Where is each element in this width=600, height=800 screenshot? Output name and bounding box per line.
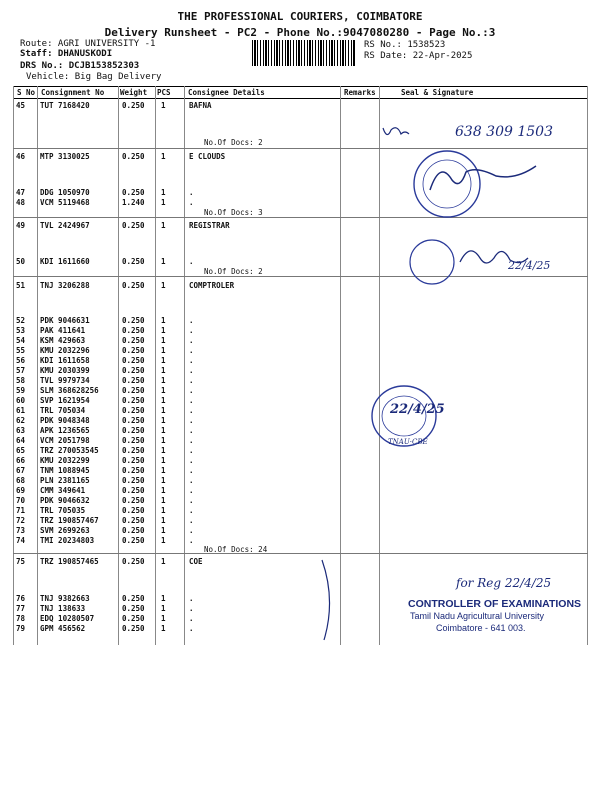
- pcs: 1: [161, 152, 166, 161]
- pcs: 1: [161, 594, 166, 603]
- weight: 0.250: [122, 446, 145, 455]
- serial-no: 74: [16, 536, 26, 545]
- col-sno: S No: [17, 88, 36, 97]
- serial-no: 79: [16, 624, 26, 633]
- weight: 0.250: [122, 536, 145, 545]
- pcs: 1: [161, 188, 166, 197]
- col-weight: Weight: [120, 88, 148, 97]
- consignment-no: DDG 1050970: [40, 188, 90, 197]
- consignee-dot: .: [189, 604, 194, 613]
- consignment-no: SVP 1621954: [40, 396, 90, 405]
- document-title: THE PROFESSIONAL COURIERS, COIMBATORE: [177, 10, 423, 23]
- consignee-dot: .: [189, 188, 194, 197]
- col-pcs: PCS: [157, 88, 171, 97]
- consignee-dot: .: [189, 526, 194, 535]
- consignment-no: APK 1236565: [40, 426, 90, 435]
- consignment-no: TRL 705035: [40, 506, 86, 515]
- pcs: 1: [161, 336, 166, 345]
- weight: 0.250: [122, 614, 145, 623]
- serial-no: 63: [16, 426, 26, 435]
- col-consignment: Consignment No: [41, 88, 105, 97]
- consignment-no: PLN 2381165: [40, 476, 90, 485]
- pcs: 1: [161, 557, 166, 566]
- weight: 0.250: [122, 386, 145, 395]
- serial-no: 55: [16, 346, 26, 355]
- consignee-name: COMPTROLER: [189, 281, 235, 290]
- weight: 0.250: [122, 416, 145, 425]
- weight: 0.250: [122, 346, 145, 355]
- weight: 0.250: [122, 221, 145, 230]
- docs-count: No.Of Docs: 2: [204, 138, 263, 147]
- consignee-name: E CLOUDS: [189, 152, 226, 161]
- serial-no: 54: [16, 336, 26, 345]
- weight: 0.250: [122, 356, 145, 365]
- route-label: Route: AGRI UNIVERSITY -1: [20, 39, 156, 49]
- docs-count: No.Of Docs: 24: [204, 545, 268, 554]
- pcs: 1: [161, 366, 166, 375]
- serial-no: 48: [16, 198, 26, 207]
- consignment-no: TRZ 270053545: [40, 446, 99, 455]
- bracket-mark: [322, 560, 330, 640]
- pcs: 1: [161, 406, 166, 415]
- pcs: 1: [161, 426, 166, 435]
- pcs: 1: [161, 221, 166, 230]
- consignee-dot: .: [189, 516, 194, 525]
- consignment-no: TNJ 9382663: [40, 594, 90, 603]
- pcs: 1: [161, 496, 166, 505]
- weight: 0.250: [122, 406, 145, 415]
- handwritten-note: for Reg 22/4/25: [456, 576, 552, 590]
- weight: 0.250: [122, 281, 145, 290]
- pcs: 1: [161, 356, 166, 365]
- weight: 0.250: [122, 526, 145, 535]
- serial-no: 78: [16, 614, 26, 623]
- weight: 0.250: [122, 188, 145, 197]
- consignee-dot: .: [189, 336, 194, 345]
- weight: 0.250: [122, 101, 145, 110]
- pcs: 1: [161, 316, 166, 325]
- consignment-no: KSM 429663: [40, 336, 86, 345]
- consignment-no: PAK 411641: [40, 326, 86, 335]
- stamp-controller: CONTROLLER OF EXAMINATIONS: [408, 598, 582, 610]
- consignee-dot: .: [189, 446, 194, 455]
- consignment-no: TNJ 138633: [40, 604, 86, 613]
- serial-no: 46: [16, 152, 26, 161]
- weight: 0.250: [122, 557, 145, 566]
- pcs: 1: [161, 624, 166, 633]
- serial-no: 76: [16, 594, 26, 603]
- consignment-no: GPM 456562: [40, 624, 86, 633]
- vehicle-label: Vehicle: Big Bag Delivery: [26, 72, 162, 82]
- serial-no: 56: [16, 356, 26, 365]
- consignment-no: EDQ 10280507: [40, 614, 95, 623]
- docs-count: No.Of Docs: 3: [204, 208, 263, 217]
- pcs: 1: [161, 376, 166, 385]
- consignee-dot: .: [189, 456, 194, 465]
- consignment-no: TRL 705034: [40, 406, 86, 415]
- consignment-no: TRZ 190857465: [40, 557, 99, 566]
- consignment-no: TUT 7168420: [40, 101, 90, 110]
- serial-no: 62: [16, 416, 26, 425]
- weight: 0.250: [122, 152, 145, 161]
- weight: 0.250: [122, 436, 145, 445]
- round-seal: [414, 151, 480, 217]
- serial-no: 59: [16, 386, 26, 395]
- consignee-dot: .: [189, 396, 194, 405]
- pcs: 1: [161, 456, 166, 465]
- serial-no: 69: [16, 486, 26, 495]
- consignee-dot: .: [189, 366, 194, 375]
- signature-mark: [430, 166, 536, 190]
- pcs: 1: [161, 526, 166, 535]
- handwritten-phone: 638 309 1503: [455, 124, 553, 140]
- consignee-dot: .: [189, 346, 194, 355]
- weight: 0.250: [122, 456, 145, 465]
- consignee-dot: .: [189, 476, 194, 485]
- weight: 0.250: [122, 496, 145, 505]
- pcs: 1: [161, 604, 166, 613]
- serial-no: 49: [16, 221, 26, 230]
- serial-no: 65: [16, 446, 26, 455]
- rs-number: RS No.: 1538523: [364, 40, 446, 50]
- consignee-name: REGISTRAR: [189, 221, 230, 230]
- col-seal: Seal & Signature: [401, 88, 474, 97]
- weight: 0.250: [122, 366, 145, 375]
- pcs: 1: [161, 506, 166, 515]
- pcs: 1: [161, 257, 166, 266]
- pcs: 1: [161, 476, 166, 485]
- consignee-name: COE: [189, 557, 203, 566]
- consignee-dot: .: [189, 614, 194, 623]
- serial-no: 61: [16, 406, 26, 415]
- serial-no: 57: [16, 366, 26, 375]
- weight: 0.250: [122, 376, 145, 385]
- serial-no: 52: [16, 316, 26, 325]
- consignment-no: SLM 368628256: [40, 386, 99, 395]
- consignee-dot: .: [189, 426, 194, 435]
- serial-no: 47: [16, 188, 26, 197]
- serial-no: 73: [16, 526, 26, 535]
- consignment-no: TNJ 3206288: [40, 281, 90, 290]
- consignment-no: TVL 9979734: [40, 376, 90, 385]
- consignment-no: KDI 1611660: [40, 257, 90, 266]
- stamp-text: TNAU·CBE: [388, 438, 428, 446]
- serial-no: 51: [16, 281, 26, 290]
- weight: 0.250: [122, 476, 145, 485]
- weight: 0.250: [122, 486, 145, 495]
- consignment-no: TNM 1088945: [40, 466, 90, 475]
- pcs: 1: [161, 386, 166, 395]
- pcs: 1: [161, 281, 166, 290]
- serial-no: 67: [16, 466, 26, 475]
- serial-no: 64: [16, 436, 26, 445]
- serial-no: 72: [16, 516, 26, 525]
- serial-no: 45: [16, 101, 26, 110]
- consignee-dot: .: [189, 416, 194, 425]
- weight: 0.250: [122, 316, 145, 325]
- weight: 0.250: [122, 466, 145, 475]
- pcs: 1: [161, 466, 166, 475]
- weight: 0.250: [122, 257, 145, 266]
- weight: 0.250: [122, 594, 145, 603]
- consignment-no: KMU 2032299: [40, 456, 90, 465]
- consignee-dot: .: [189, 536, 194, 545]
- stamp-date: 22/4/25: [390, 402, 445, 417]
- pcs: 1: [161, 396, 166, 405]
- serial-no: 60: [16, 396, 26, 405]
- serial-no: 66: [16, 456, 26, 465]
- serial-no: 53: [16, 326, 26, 335]
- pcs: 1: [161, 536, 166, 545]
- col-remarks: Remarks: [344, 88, 376, 97]
- pcs: 1: [161, 326, 166, 335]
- consignee-dot: .: [189, 326, 194, 335]
- consignee-dot: .: [189, 436, 194, 445]
- consignment-no: VCM 2051798: [40, 436, 90, 445]
- consignee-dot: .: [189, 257, 194, 266]
- consignee-dot: .: [189, 486, 194, 495]
- consignee-dot: .: [189, 496, 194, 505]
- consignee-dot: .: [189, 466, 194, 475]
- document-subtitle: Delivery Runsheet - PC2 - Phone No.:9047080280 - Page No.:3: [104, 26, 496, 39]
- pcs: 1: [161, 516, 166, 525]
- serial-no: 68: [16, 476, 26, 485]
- weight: 0.250: [122, 396, 145, 405]
- consignment-no: KMU 2032296: [40, 346, 90, 355]
- serial-no: 75: [16, 557, 26, 566]
- drs-label: DRS No.: DCJB153852303: [20, 61, 140, 71]
- consignee-dot: .: [189, 506, 194, 515]
- pcs: 1: [161, 436, 166, 445]
- docs-count: No.Of Docs: 2: [204, 267, 263, 276]
- consignment-no: KMU 2030399: [40, 366, 90, 375]
- round-seal: [410, 240, 454, 284]
- stamp-address: Coimbatore - 641 003.: [436, 623, 526, 633]
- pcs: 1: [161, 101, 166, 110]
- consignee-name: BAFNA: [189, 101, 212, 110]
- consignee-dot: .: [189, 624, 194, 633]
- consignment-no: PDK 9046631: [40, 316, 90, 325]
- serial-no: 77: [16, 604, 26, 613]
- pcs: 1: [161, 446, 166, 455]
- consignment-no: PDK 9048348: [40, 416, 90, 425]
- col-consignee: Consignee Details: [188, 88, 265, 97]
- consignee-dot: .: [189, 198, 194, 207]
- consignment-no: TVL 2424967: [40, 221, 90, 230]
- serial-no: 71: [16, 506, 26, 515]
- pcs: 1: [161, 416, 166, 425]
- signature-mark: [383, 128, 409, 135]
- rs-date: RS Date: 22-Apr-2025: [364, 51, 473, 61]
- weight: 0.250: [122, 506, 145, 515]
- staff-label: Staff: DHANUSKODI: [20, 49, 113, 59]
- weight: 0.250: [122, 604, 145, 613]
- weight: 0.250: [122, 624, 145, 633]
- consignment-no: TMI 20234803: [40, 536, 95, 545]
- serial-no: 70: [16, 496, 26, 505]
- pcs: 1: [161, 486, 166, 495]
- consignment-no: MTP 3130025: [40, 152, 90, 161]
- consignee-dot: .: [189, 386, 194, 395]
- weight: 0.250: [122, 336, 145, 345]
- consignment-no: KDI 1611658: [40, 356, 90, 365]
- pcs: 1: [161, 198, 166, 207]
- consignee-dot: .: [189, 316, 194, 325]
- pcs: 1: [161, 614, 166, 623]
- pcs: 1: [161, 346, 166, 355]
- weight: 1.240: [122, 198, 145, 207]
- consignee-dot: .: [189, 376, 194, 385]
- weight: 0.250: [122, 326, 145, 335]
- serial-no: 58: [16, 376, 26, 385]
- consignee-dot: .: [189, 406, 194, 415]
- serial-no: 50: [16, 257, 26, 266]
- consignment-no: PDK 9046632: [40, 496, 90, 505]
- consignee-dot: .: [189, 356, 194, 365]
- consignment-no: CMM 349641: [40, 486, 86, 495]
- weight: 0.250: [122, 516, 145, 525]
- consignment-no: TRZ 190857467: [40, 516, 99, 525]
- consignment-no: VCM 5119468: [40, 198, 90, 207]
- handwritten-date: 22/4/25: [508, 259, 551, 272]
- stamp-university: Tamil Nadu Agricultural University: [410, 611, 545, 621]
- weight: 0.250: [122, 426, 145, 435]
- consignee-dot: .: [189, 594, 194, 603]
- consignment-no: SVM 2699263: [40, 526, 90, 535]
